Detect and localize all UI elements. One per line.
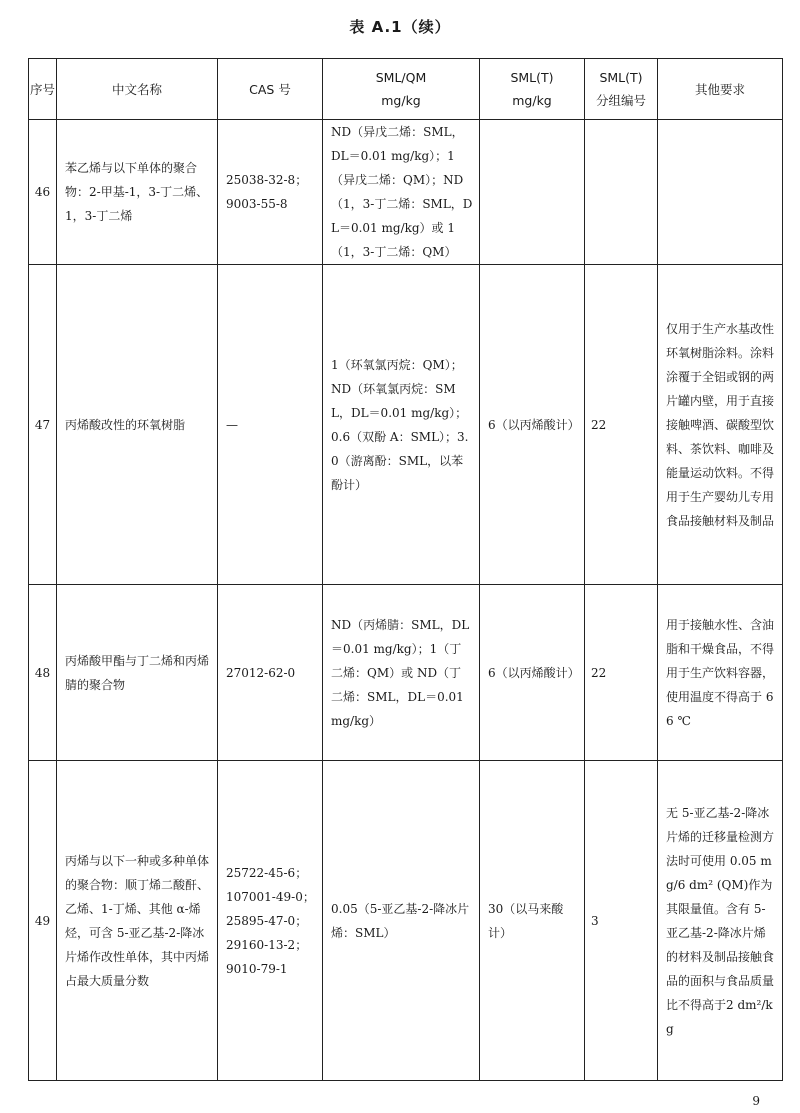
table-row (29, 265, 783, 585)
row-group: 22 (585, 585, 658, 761)
row-sml-qm: ND（丙烯腈：SML，DL＝0.01 mg/kg）；1（丁二烯：QM）或 ND（丁二烯：SML，DL＝0.01 mg/kg） (323, 585, 480, 761)
header-cas: CAS 号 (218, 59, 323, 120)
header-sml-qm: SML/QM mg/kg (323, 59, 480, 120)
table-header-row (29, 59, 783, 120)
row-sml-t: 6（以丙烯酸计） (480, 585, 585, 761)
row-other: 仅用于生产水基改性环氧树脂涂料。涂料涂覆于全铝或钢的两片罐内壁，用于直接接触啤酒、碳酸型饮料、茶饮料、咖啡及能量运动饮料。不得用于生产婴幼儿专用食品接触材料及制品 (658, 265, 783, 585)
row-other (658, 120, 783, 265)
row-cas: 25038-32-8； 9003-55-8 (218, 120, 323, 265)
row-cas: 25722-45-6； 107001-49-0； 25895-47-0； 29160-13-2； 9010-79-1 (218, 761, 323, 1081)
row-sml-t: 30（以马来酸计） (480, 761, 585, 1081)
page-number: 9 (752, 1094, 760, 1108)
row-cas: — (218, 265, 323, 585)
row-no: 48 (29, 585, 57, 761)
row-no: 49 (29, 761, 57, 1081)
row-group: 3 (585, 761, 658, 1081)
row-sml-qm: 0.05（5-亚乙基-2-降冰片烯：SML） (323, 761, 480, 1081)
header-group: SML(T) 分组编号 (585, 59, 658, 120)
row-other: 用于接触水性、含油脂和干燥食品，不得用于生产饮料容器，使用温度不得高于 66 ℃ (658, 585, 783, 761)
row-sml-qm: 1（环氧氯丙烷：QM）；ND（环氧氯丙烷：SML，DL＝0.01 mg/kg）；0.6（双酚 A：SML）；3.0（游离酚：SML，以苯酚计） (323, 265, 480, 585)
row-sml-t (480, 120, 585, 265)
row-sml-qm: ND（异戊二烯：SML，DL＝0.01 mg/kg）；1（异戊二烯：QM）；ND（1，3-丁二烯：SML，DL＝0.01 mg/kg）或 1（1，3-丁二烯：QM） (323, 120, 480, 265)
row-no: 47 (29, 265, 57, 585)
header-sml-t: SML(T) mg/kg (480, 59, 585, 120)
header-other: 其他要求 (658, 59, 783, 120)
row-name: 丙烯酸甲酯与丁二烯和丙烯腈的聚合物 (57, 585, 218, 761)
row-name: 苯乙烯与以下单体的聚合物：2-甲基-1，3-丁二烯、1，3-丁二烯 (57, 120, 218, 265)
row-no: 46 (29, 120, 57, 265)
row-name: 丙烯与以下一种或多种单体的聚合物：顺丁烯二酸酐、乙烯、1-丁烯、其他 α-烯烃，可含 5-亚乙基-2-降冰片烯作改性单体，其中丙烯占最大质量分数 (57, 761, 218, 1081)
row-cas: 27012-62-0 (218, 585, 323, 761)
row-sml-t: 6（以丙烯酸计） (480, 265, 585, 585)
table-row (29, 585, 783, 761)
table-row (29, 761, 783, 1081)
row-other: 无 5-亚乙基-2-降冰片烯的迁移量检测方法时可使用 0.05 mg/6 dm² (QM)作为其限量值。含有 5-亚乙基-2-降冰片烯的材料及制品接触食品的面积与食品质量比不得高于2 dm²/kg (658, 761, 783, 1081)
row-name: 丙烯酸改性的环氧树脂 (57, 265, 218, 585)
page-title: 表 A.1（续） (349, 18, 451, 36)
row-group (585, 120, 658, 265)
row-group: 22 (585, 265, 658, 585)
header-no: 序号 (29, 59, 57, 120)
table-row (29, 120, 783, 265)
header-name: 中文名称 (57, 59, 218, 120)
additive-table (28, 58, 783, 1081)
